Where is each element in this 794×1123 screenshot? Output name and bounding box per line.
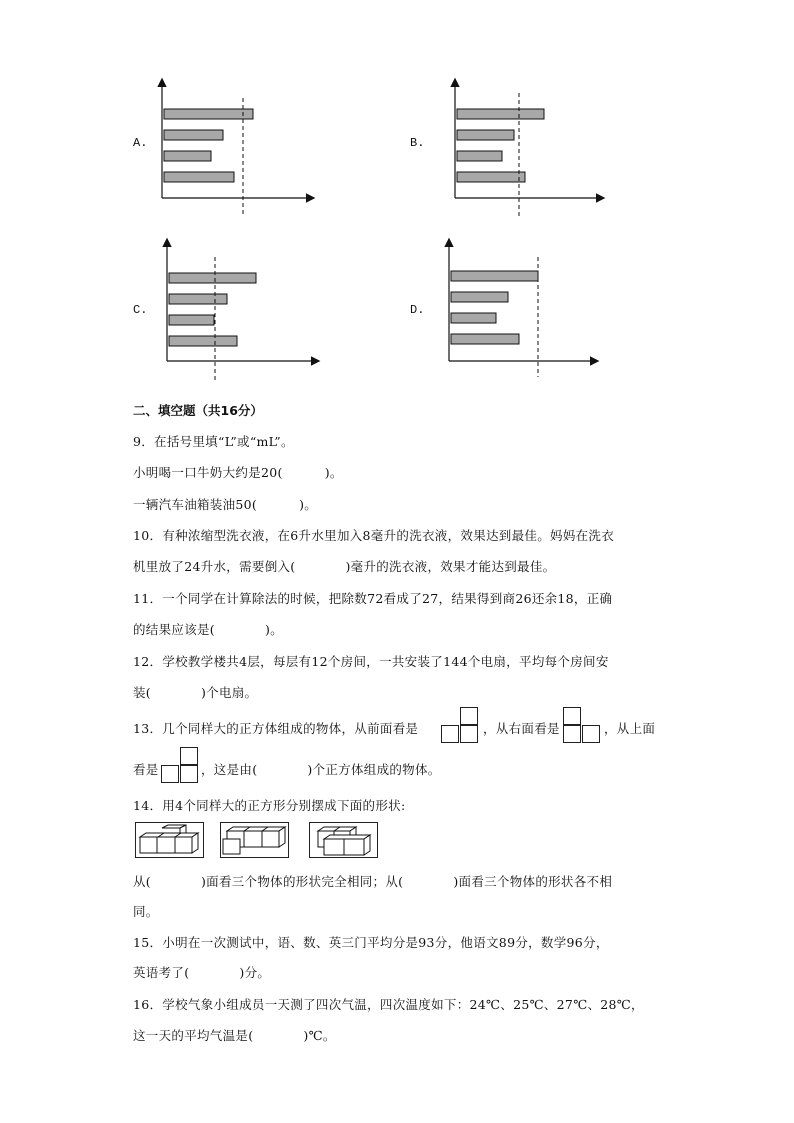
bar-2 <box>457 130 514 140</box>
q14-line2-mid: )面看三个物体的形状完全相同；从( <box>200 874 404 889</box>
q14-line2 <box>133 872 612 890</box>
q11-line2-post: )。 <box>264 622 283 637</box>
q15-line1: 15．小明在一次测试中，语、数、英三门平均分是93分，他语文89分，数学96分， <box>133 935 609 950</box>
bar-2 <box>169 294 227 304</box>
shape-figure-2 <box>220 822 289 858</box>
q15-line2-post: )分。 <box>239 965 271 980</box>
option-d-label: D. <box>410 303 425 317</box>
bar-3 <box>169 315 214 325</box>
q11-line2-pre: 的结果应该是( <box>133 622 215 637</box>
q15-line2 <box>133 963 270 981</box>
q14-line2-pre: 从( <box>133 874 151 889</box>
q12-line1: 12．学校教学楼共4层，每层有12个房间，一共安装了144个电扇，平均每个房间安 <box>133 654 609 669</box>
q12-line2 <box>133 683 257 701</box>
bar-2 <box>164 130 223 140</box>
q10-line2-pre: 机里放了24升水，需要倒入( <box>133 559 296 574</box>
q13-line2-pre: 看是 <box>133 762 159 777</box>
q13-part3: ，从上面 <box>604 721 656 736</box>
shape-figure-3 <box>309 822 378 858</box>
option-a-label: A. <box>133 136 148 150</box>
option-c-label: C. <box>133 303 148 317</box>
bar-4 <box>457 172 525 182</box>
q14-line2-post: )面看三个物体的形状各不相 <box>453 874 613 889</box>
q12-line2-pre: 装( <box>133 685 151 700</box>
bar-4 <box>451 334 519 344</box>
bar-1 <box>457 109 544 119</box>
q16-line2-pre: 这一天的平均气温是( <box>133 1028 254 1043</box>
bar-1 <box>451 271 538 281</box>
chart-b <box>443 75 613 220</box>
q13-line2-mid: ，这是由( <box>201 762 258 777</box>
option-b-label: B. <box>410 136 425 150</box>
q15-line2-pre: 英语考了( <box>133 965 190 980</box>
section-title: 二、填空题（共16分） <box>133 403 263 418</box>
shape-figure-1 <box>135 822 204 858</box>
bar-3 <box>164 151 211 161</box>
q13-line2-post: )个正方体组成的物体。 <box>307 762 441 777</box>
q13-line2 <box>201 760 441 778</box>
q11-line2 <box>133 620 283 638</box>
chart-c <box>155 237 325 387</box>
right-view-figure <box>563 707 601 745</box>
q14-prompt: 14．用4个同样大的正方形分别摆成下面的形状: <box>133 798 406 813</box>
q13-part2: ，从右面看是 <box>483 721 560 736</box>
q11-line1: 11．一个同学在计算除法的时候，把除数72看成了27，结果得到商26还余18，正确 <box>133 591 613 606</box>
top-view-figure <box>161 747 199 785</box>
q10-line1: 10．有种浓缩型洗衣液，在6升水里加入8毫升的洗衣液，效果达到最佳。妈妈在洗衣 <box>133 528 615 543</box>
q16-line1: 16．学校气象小组成员一天测了四次气温，四次温度如下：24℃、25℃、27℃、28℃， <box>133 997 644 1012</box>
bar-1 <box>169 273 256 283</box>
q10-line2 <box>133 557 555 575</box>
chart-a <box>150 75 320 220</box>
q12-line2-post: )个电扇。 <box>200 685 258 700</box>
bar-3 <box>457 151 502 161</box>
q13-line1: 13．几个同样大的正方体组成的物体，从前面看是 <box>133 721 419 736</box>
bar-4 <box>164 172 234 182</box>
chart-d <box>437 237 607 387</box>
bar-4 <box>169 336 237 346</box>
q16-line2 <box>133 1026 336 1044</box>
bar-3 <box>451 313 496 323</box>
q9-line1 <box>133 463 343 481</box>
front-view-figure <box>441 707 479 745</box>
q10-line2-post: )毫升的洗衣液，效果才能达到最佳。 <box>345 559 556 574</box>
q14-line3: 同。 <box>133 904 159 919</box>
bar-2 <box>451 292 508 302</box>
q9-line1-pre: 小明喝一口牛奶大约是20( <box>133 465 283 480</box>
q9-prompt: 9．在括号里填“L”或“mL”。 <box>133 434 294 449</box>
q9-line2-post: )。 <box>299 497 318 512</box>
q9-line1-post: )。 <box>324 465 343 480</box>
q16-line2-post: )℃。 <box>303 1028 336 1043</box>
bar-1 <box>164 109 253 119</box>
q9-line2 <box>133 495 317 513</box>
q9-line2-pre: 一辆汽车油箱装油50( <box>133 497 258 512</box>
